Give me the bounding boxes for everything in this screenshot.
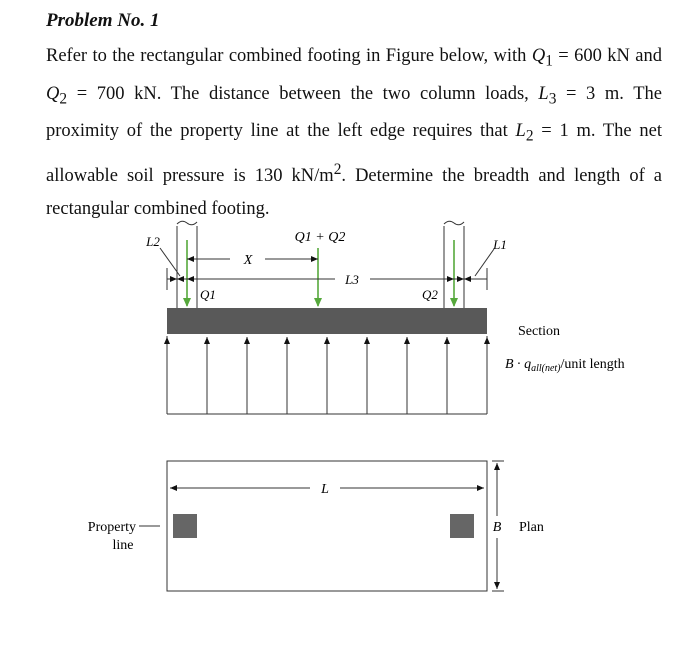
problem-title: Problem No. 1 (46, 10, 160, 31)
section-label: Section (518, 324, 560, 339)
footing-plan (167, 461, 487, 591)
q2-label: Q2 (422, 287, 438, 302)
footing-slab (167, 308, 487, 334)
pressure-arrows (167, 337, 487, 414)
right-column-plan (450, 514, 474, 538)
l2-label: L2 (146, 234, 160, 249)
problem-text: Refer to the rectangular combined footing in Figure below, with $Q_1 = 600$ kN and $Q_2 = 700$ kN. The distance between the two column loads, $L_3 = 3$ m. The proximity of the property line at the left edge requires that $L_2 = 1$ m. The net allowable soil pressure is 130 $kN/m^2$. Determine the breadth and length of a rectangular combined footing. (46, 46, 662, 220)
footing-figure (0, 200, 700, 659)
q1-label: Q1 (200, 287, 216, 302)
plan-view (88, 461, 544, 591)
l3-label: L3 (345, 272, 359, 287)
property-label: Property (87, 520, 136, 535)
x-label: X (243, 253, 253, 268)
property-line-label: line (112, 538, 134, 553)
b-label: B (492, 520, 502, 535)
l-label: L (321, 482, 329, 497)
section-view (145, 221, 625, 414)
pressure-label: $B \cdot q_{all(net)}$/unit length (505, 357, 625, 374)
l1-label: L1 (493, 237, 507, 252)
left-column-plan (173, 514, 197, 538)
problem-statement (46, 8, 662, 226)
resultant-load-label: Q1 + Q2 (294, 230, 346, 245)
plan-label: Plan (519, 520, 544, 535)
